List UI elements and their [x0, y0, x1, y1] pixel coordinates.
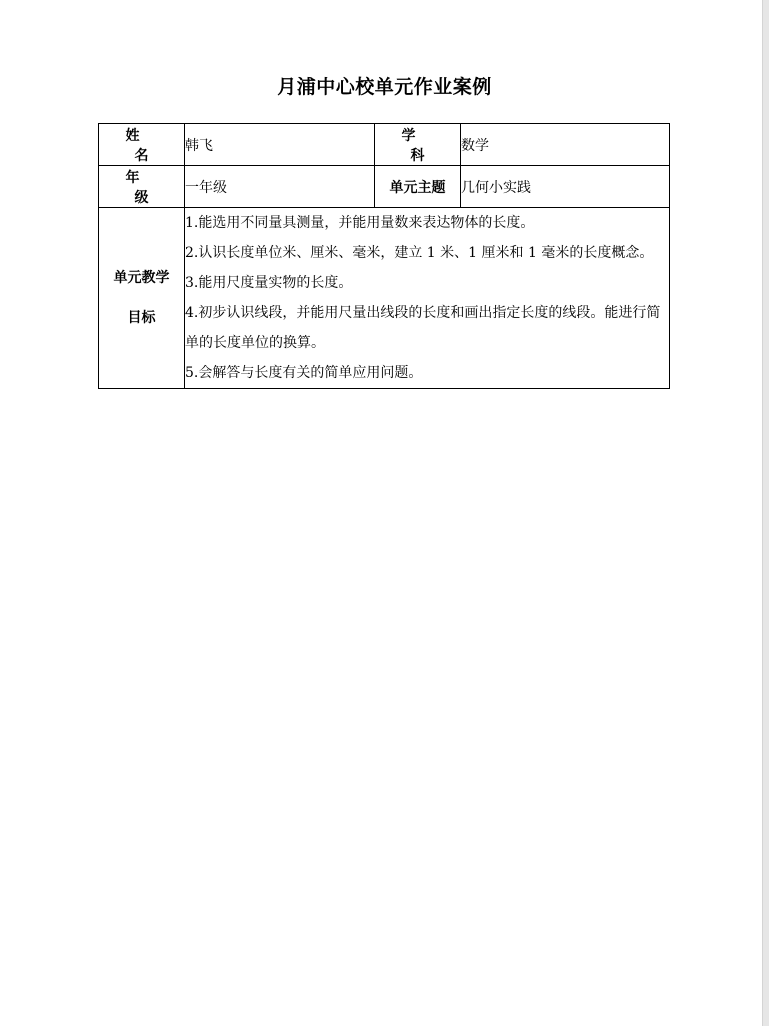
goals-label-line1: 单元教学 — [113, 270, 170, 286]
goal-item: 4.初步认识线段，并能用尺量出线段的长度和画出指定长度的线段。能进行简单的长度单位的换算。 — [185, 305, 661, 351]
goal-item: 2.认识长度单位米、厘米、毫米，建立 1 米、1 厘米和 1 毫米的长度概念。 — [185, 245, 654, 261]
name-value: 韩飞 — [185, 124, 375, 166]
table-row — [99, 208, 670, 389]
name-label: 姓 名 — [125, 127, 167, 164]
goal-item: 1.能选用不同量具测量，并能用量数来表达物体的长度。 — [185, 215, 535, 231]
name-label-cell — [99, 124, 185, 166]
goal-item: 5.会解答与长度有关的简单应用问题。 — [185, 365, 423, 381]
subject-label-cell — [375, 124, 461, 166]
table-row — [99, 124, 670, 166]
unit-theme-value: 几何小实践 — [461, 166, 670, 208]
grade-label-cell — [99, 166, 185, 208]
document-title: 月浦中心校单元作业案例 — [277, 76, 492, 98]
goals-label-cell — [99, 208, 185, 389]
grade-label: 年 级 — [125, 169, 167, 206]
grade-value: 一年级 — [185, 166, 375, 208]
table-row — [99, 166, 670, 208]
subject-value: 数学 — [461, 124, 670, 166]
subject-label: 学 科 — [401, 127, 443, 164]
goals-label-line2: 目标 — [127, 310, 156, 326]
page-edge — [762, 0, 769, 1026]
unit-theme-label: 单元主题 — [375, 166, 461, 208]
goals-cell — [185, 208, 670, 389]
info-table — [98, 123, 670, 389]
goal-item: 3.能用尺度量实物的长度。 — [185, 275, 353, 291]
